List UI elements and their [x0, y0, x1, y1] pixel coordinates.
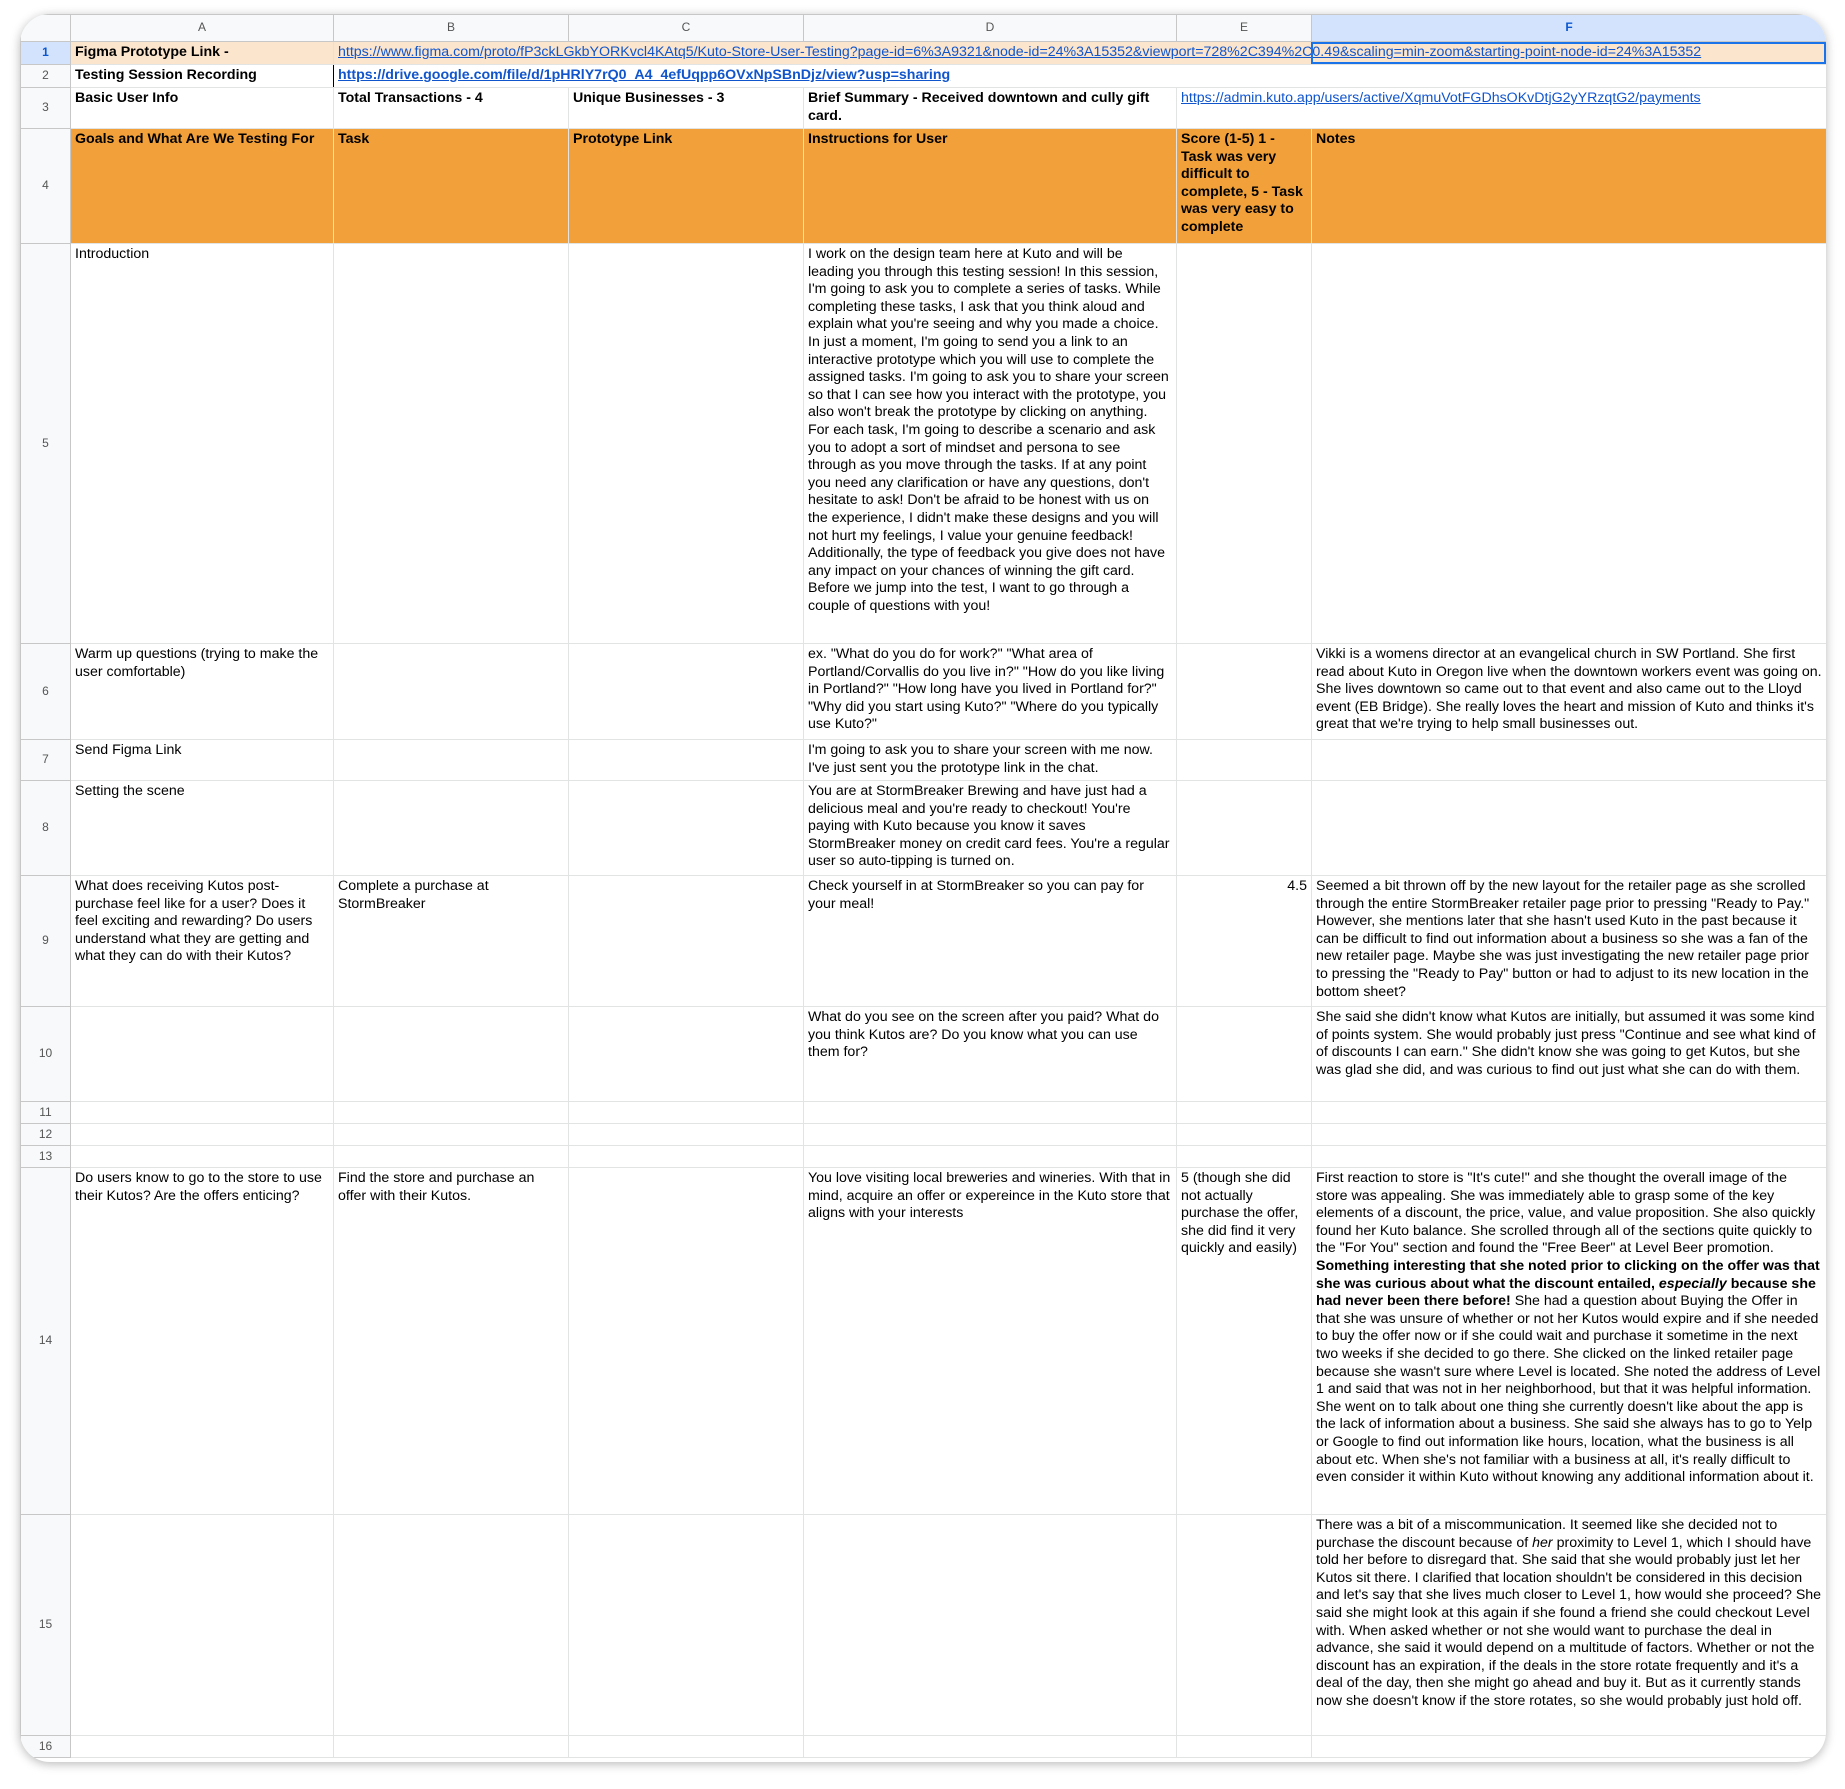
- row-header[interactable]: 9: [21, 876, 71, 1007]
- cell-a13[interactable]: [71, 1146, 334, 1168]
- cell-b10[interactable]: [334, 1007, 569, 1102]
- cell-b15[interactable]: [334, 1515, 569, 1736]
- cell-f13[interactable]: [1312, 1146, 1827, 1168]
- cell-e6[interactable]: [1177, 644, 1312, 740]
- cell-a5[interactable]: Introduction: [71, 244, 334, 644]
- cell-e16[interactable]: [1177, 1736, 1312, 1758]
- cell-d4[interactable]: Instructions for User: [804, 129, 1177, 244]
- spreadsheet-grid: [20, 14, 1826, 1758]
- cell-f16[interactable]: [1312, 1736, 1827, 1758]
- cell-a14[interactable]: Do users know to go to the store to use their Kutos? Are the offers enticing?: [71, 1168, 334, 1515]
- row-header[interactable]: 3: [21, 88, 71, 129]
- cell-e3[interactable]: [1177, 88, 1827, 129]
- cell-b5[interactable]: [334, 244, 569, 644]
- cell-b1[interactable]: [334, 42, 1827, 65]
- cell-a8[interactable]: Setting the scene: [71, 781, 334, 876]
- cell-a4[interactable]: Goals and What Are We Testing For: [71, 129, 334, 244]
- row-header[interactable]: 8: [21, 781, 71, 876]
- row-header[interactable]: 7: [21, 740, 71, 781]
- cell-c14[interactable]: [569, 1168, 804, 1515]
- cell-e12[interactable]: [1177, 1124, 1312, 1146]
- admin-payments-link[interactable]: https://admin.kuto.app/users/active/XqmuVotFGDhsOKvDtjG2yYRzqtG2/payments: [1181, 90, 1701, 106]
- cell-e8[interactable]: [1177, 781, 1312, 876]
- cell-a6[interactable]: Warm up questions (trying to make the user comfortable): [71, 644, 334, 740]
- cell-d5[interactable]: I work on the design team here at Kuto and will be leading you through this testing session! In this session, I'm going to ask you to complete a series of tasks. While completing these tasks, I ask that you think aloud and explain what you're seeing and why you made a choice. In just a moment, I'm going to send you a link to an interactive prototype which you will use to complete the assigned tasks. I'm going to ask you to share your screen so that I can see how you interact with the prototype, you also won't break the prototype by clicking on anything. For each task, I'm going to describe a scenario and ask you to adopt a sort of mindset and persona to see through as you move through the tasks. If at any point you need any clarification or have any questions, don't hesitate to ask! Don't be afraid to be honest with us on the experience, I didn't make these designs and you will not hurt my feelings, I value your genuine feedback! Additionally, the type of feedback you give does not have any impact on your chances of winning the gift card. Before we jump into the test, I want to go through a couple of questions with you!: [804, 244, 1177, 644]
- cell-e11[interactable]: [1177, 1102, 1312, 1124]
- cell-e15[interactable]: [1177, 1515, 1312, 1736]
- cell-a15[interactable]: [71, 1515, 334, 1736]
- testing-session-recording-link[interactable]: https://drive.google.com/file/d/1pHRlY7rQ0_A4_4efUqpp6OVxNpSBnDjz/view?usp=sharing: [338, 67, 951, 83]
- selected-cell-f1[interactable]: [1311, 42, 1826, 64]
- cell-a9[interactable]: What does receiving Kutos post-purchase feel like for a user? Does it feel exciting and rewarding? Do users understand what they are getting and what they can do with their Kutos?: [71, 876, 334, 1007]
- cell-a11[interactable]: [71, 1102, 334, 1124]
- cell-a3[interactable]: Basic User Info: [71, 88, 334, 129]
- cell-c9[interactable]: [569, 876, 804, 1007]
- cell-d7[interactable]: I'm going to ask you to share your screen with me now. I've just sent you the prototype link in the chat.: [804, 740, 1177, 781]
- cell-a10[interactable]: [71, 1007, 334, 1102]
- notes-text: proximity to Level 1, which I should have told her before to disregard that. She said that she would probably just let her Kutos sit there. I clarified that location shouldn't be considered in this decision and let's say that she lives much closer to Level 1, how would she proceed? She said she might look at this again if she found a friend she could checkout Level with. When asked whether or not she would want to purchase the deal in advance, she said it would depend on a multitude of factors. Whether or not the discount has an expiration, if the deals in the store rotate frequently and it's a deal of the day, then she might go ahead and buy it. But as it currently stands now she doesn't know if the store rotates, so she would probably just hold off.: [1316, 1534, 1822, 1709]
- notes-bold-text: Something interesting that she noted prior to clicking on the offer was that she was curious about what the discount entailed,: [1316, 1257, 1820, 1292]
- column-header-d[interactable]: D: [804, 15, 1177, 42]
- row-header[interactable]: 1: [21, 42, 71, 65]
- cell-f6[interactable]: Vikki is a womens director at an evangelical church in SW Portland. She first read about Kuto in Oregon live when the downtown workers event was going on. She lives downtown so came out to that event and also came out to the Lloyd event (EB Bridge). She really loves the heart and mission of Kuto and thinks it's great that we're trying to help small businesses out.: [1312, 644, 1827, 740]
- cell-e5[interactable]: [1177, 244, 1312, 644]
- cell-c5[interactable]: [569, 244, 804, 644]
- cell-a7[interactable]: Send Figma Link: [71, 740, 334, 781]
- row-header[interactable]: 10: [21, 1007, 71, 1102]
- cell-f14[interactable]: [1312, 1168, 1827, 1515]
- cell-b4[interactable]: Task: [334, 129, 569, 244]
- cell-f11[interactable]: [1312, 1102, 1827, 1124]
- cell-a16[interactable]: [71, 1736, 334, 1758]
- cell-b6[interactable]: [334, 644, 569, 740]
- cell-a12[interactable]: [71, 1124, 334, 1146]
- cell-c3[interactable]: Unique Businesses - 3: [569, 88, 804, 129]
- cell-b8[interactable]: [334, 781, 569, 876]
- notes-text: There was a bit of a miscommunication. It seemed like she decided not to purchase the discount because of: [1316, 1517, 1778, 1551]
- cell-f5[interactable]: [1312, 244, 1827, 644]
- column-header-a[interactable]: A: [71, 15, 334, 42]
- notes-text: She had a question about Buying the Offer in that she was unsure of whether or not her Kutos would expire and if she needed to buy the offer now or if she could wait and purchase it sometime in the next two weeks if she decided to go there. She clicked on the linked retailer page because she wasn't sure where Level is located. She noted the address of Level 1 and said that was not in her neighborhood, but that it was helpful information. She went on to talk about one thing she currently doesn't like about the app is the lack of information about a business. She said she always has to go to Yelp or Google to find out information like hours, location, what the business is all about etc. When she's not familiar with a business at all, it's really difficult to even consider it within Kuto without knowing any additional information about it.: [1316, 1293, 1821, 1486]
- row-header[interactable]: 5: [21, 244, 71, 644]
- cell-d8[interactable]: You are at StormBreaker Brewing and have just had a delicious meal and you're ready to checkout! You're paying with Kuto because you know it saves StormBreaker money on credit card fees. You're a regular user so auto-tipping is turned on.: [804, 781, 1177, 876]
- cell-c6[interactable]: [569, 644, 804, 740]
- row-header[interactable]: 2: [21, 65, 71, 88]
- cell-d15[interactable]: [804, 1515, 1177, 1736]
- cell-b9[interactable]: Complete a purchase at StormBreaker: [334, 876, 569, 1007]
- row-header[interactable]: 12: [21, 1124, 71, 1146]
- cell-b7[interactable]: [334, 740, 569, 781]
- cell-c16[interactable]: [569, 1736, 804, 1758]
- cell-c12[interactable]: [569, 1124, 804, 1146]
- cell-e4[interactable]: Score (1-5) 1 - Task was very difficult to complete, 5 - Task was very easy to complete: [1177, 129, 1312, 244]
- cell-f12[interactable]: [1312, 1124, 1827, 1146]
- cell-d11[interactable]: [804, 1102, 1177, 1124]
- cell-d3[interactable]: Brief Summary - Received downtown and cully gift card.: [804, 88, 1177, 129]
- row-header[interactable]: 14: [21, 1168, 71, 1515]
- cell-a1[interactable]: Figma Prototype Link -: [71, 42, 334, 65]
- cell-f15[interactable]: [1312, 1515, 1827, 1736]
- column-header-c[interactable]: C: [569, 15, 804, 42]
- cell-f4[interactable]: Notes: [1312, 129, 1827, 244]
- cell-b12[interactable]: [334, 1124, 569, 1146]
- cell-a2[interactable]: Testing Session Recording: [71, 65, 334, 88]
- cell-c10[interactable]: [569, 1007, 804, 1102]
- cell-e14[interactable]: 5 (though she did not actually purchase the offer, she did find it very quickly and easily): [1177, 1168, 1312, 1515]
- cell-b2[interactable]: [334, 65, 1827, 88]
- cell-e10[interactable]: [1177, 1007, 1312, 1102]
- cell-f10[interactable]: She said she didn't know what Kutos are initially, but assumed it was some kind of points system. She would probably just press "Continue and see what kind of of discounts I can earn." She didn't know she was going to get Kutos, but she was glad she did, and was curious to find out just what she can do with them.: [1312, 1007, 1827, 1102]
- notes-bold-text: because she had never been there before!: [1316, 1275, 1816, 1310]
- cell-c4[interactable]: Prototype Link: [569, 129, 804, 244]
- spreadsheet-frame: [20, 14, 1826, 1762]
- cell-b16[interactable]: [334, 1736, 569, 1758]
- cell-e13[interactable]: [1177, 1146, 1312, 1168]
- row-header[interactable]: 15: [21, 1515, 71, 1736]
- cell-d10[interactable]: What do you see on the screen after you paid? What do you think Kutos are? Do you know what you can use them for?: [804, 1007, 1177, 1102]
- cell-c7[interactable]: [569, 740, 804, 781]
- cell-c15[interactable]: [569, 1515, 804, 1736]
- column-header-f[interactable]: F: [1312, 15, 1827, 42]
- cell-d9[interactable]: Check yourself in at StormBreaker so you can pay for your meal!: [804, 876, 1177, 1007]
- cell-b14[interactable]: Find the store and purchase an offer with their Kutos.: [334, 1168, 569, 1515]
- row-header[interactable]: 11: [21, 1102, 71, 1124]
- figma-prototype-link[interactable]: https://www.figma.com/proto/fP3ckLGkbYORKvcl4KAtq5/Kuto-Store-User-Testing?page-id=6%3A9321&node-id=24%3A15352&viewport=728%2C394%2C0.49&scaling=min-zoom&starting-point-node-id=24%3A15352: [338, 44, 1702, 60]
- column-header-e[interactable]: E: [1177, 15, 1312, 42]
- cell-f9[interactable]: Seemed a bit thrown off by the new layout for the retailer page as she scrolled through the entire StormBreaker retailer page prior to pressing "Ready to Pay." However, she mentions later that she hasn't used Kuto in the past because it can be difficult to find out information about a business so she was a fan of the new retailer page. Maybe she was just investigating the new retailer page prior to pressing the "Ready to Pay" button or had to adjust to its new location in the bottom sheet?: [1312, 876, 1827, 1007]
- cell-b13[interactable]: [334, 1146, 569, 1168]
- cell-d16[interactable]: [804, 1736, 1177, 1758]
- cell-e7[interactable]: [1177, 740, 1312, 781]
- cell-f8[interactable]: [1312, 781, 1827, 876]
- notes-bold-italic-text: especially: [1658, 1275, 1727, 1292]
- notes-text: First reaction to store is "It's cute!" and she thought the overall image of the store was appealing. She was immediately able to grasp some of the key elements of a discount, the price, value, and value proposition. She also quickly found her Kuto balance. She scrolled through all of the sections quite quickly to the "For You" section and found the "Free Beer" at Level Beer promotion.: [1316, 1170, 1816, 1257]
- cell-c13[interactable]: [569, 1146, 804, 1168]
- cell-f7[interactable]: [1312, 740, 1827, 781]
- cell-c8[interactable]: [569, 781, 804, 876]
- cell-d6[interactable]: ex. "What do you do for work?" "What area of Portland/Corvallis do you live in?" "How do you like living in Portland?" "How long have you lived in Portland for?" "Why did you start using Kuto?" "Where do you typically use Kuto?": [804, 644, 1177, 740]
- cell-e9[interactable]: 4.5: [1177, 876, 1312, 1007]
- row-header[interactable]: 6: [21, 644, 71, 740]
- cell-d13[interactable]: [804, 1146, 1177, 1168]
- column-header-b[interactable]: B: [334, 15, 569, 42]
- select-all-corner[interactable]: [21, 15, 71, 42]
- cell-c11[interactable]: [569, 1102, 804, 1124]
- row-header[interactable]: 16: [21, 1736, 71, 1758]
- notes-italic-text: her: [1532, 1534, 1553, 1551]
- cell-d14[interactable]: You love visiting local breweries and wineries. With that in mind, acquire an offer or expereince in the Kuto store that aligns with your interests: [804, 1168, 1177, 1515]
- row-header[interactable]: 13: [21, 1146, 71, 1168]
- cell-d12[interactable]: [804, 1124, 1177, 1146]
- cell-b3[interactable]: Total Transactions - 4: [334, 88, 569, 129]
- row-header[interactable]: 4: [21, 129, 71, 244]
- cell-b11[interactable]: [334, 1102, 569, 1124]
